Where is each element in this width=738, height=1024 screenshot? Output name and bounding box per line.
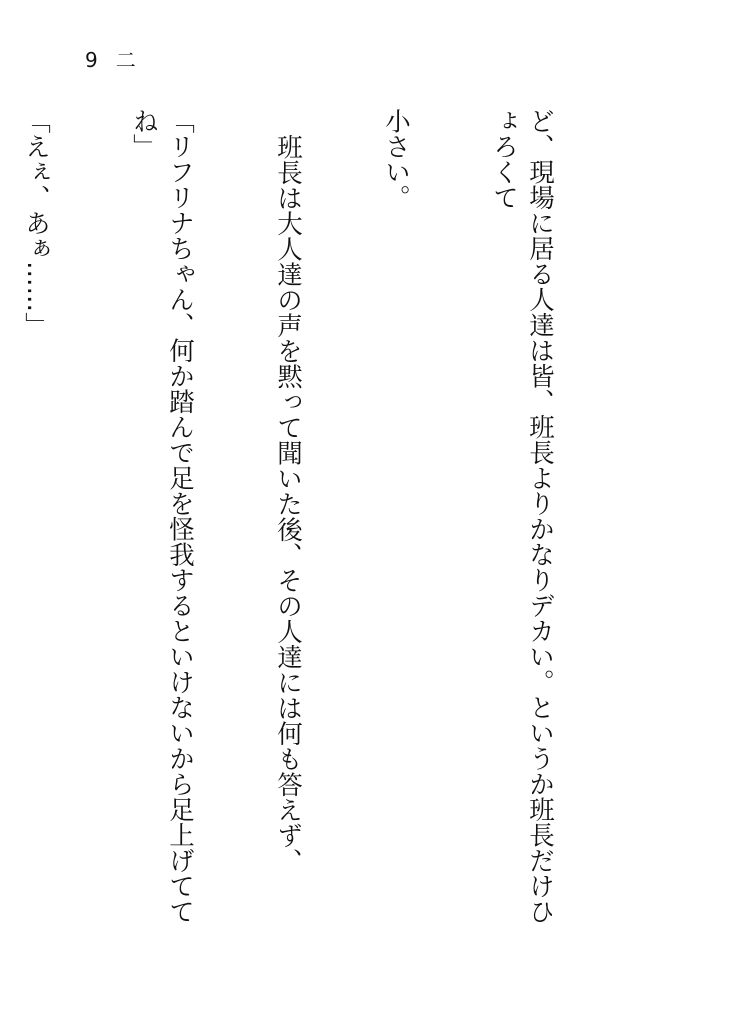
text-line: 小さい。 (381, 108, 411, 210)
page-header (85, 45, 155, 75)
chapter-number: 二 (115, 48, 136, 72)
text-line: 「えぇ、あぁ……」 (21, 108, 51, 338)
text-line: ど、現場に居る人達は皆、班長よりかなりデカい。というか班長だけひょろくて (489, 108, 555, 924)
text-line: 「リフリナちゃん、何か踏んで足を怪我するといけないから足上げててね」 (129, 108, 195, 924)
text-line: 班長は大人達の声を黙って聞いた後、その人達には何も答えず、 (273, 133, 303, 873)
novel-text-body (0, 108, 630, 928)
page-number: 9 (85, 48, 98, 72)
